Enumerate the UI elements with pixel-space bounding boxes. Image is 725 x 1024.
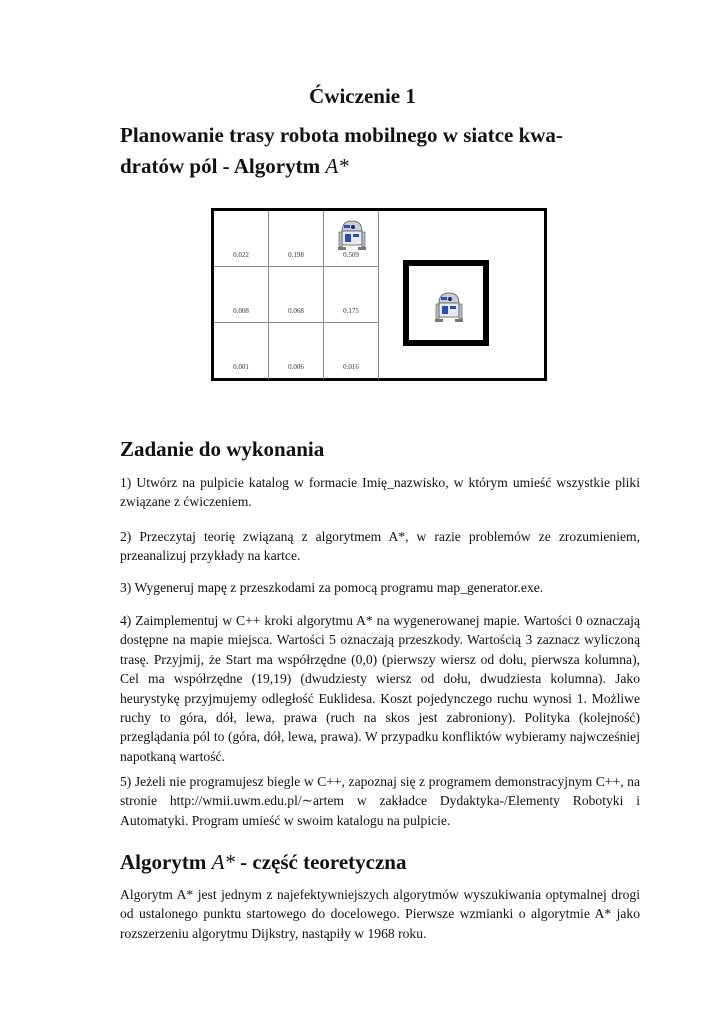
cell-value: 0.006 bbox=[288, 363, 304, 371]
cell-value: 0.016 bbox=[343, 363, 359, 371]
task-paragraph: 2) Przeczytaj teorię związaną z algorytmem A*, w razie problemów ze zrozumieniem, przeanalizuj przykłady na kartce. bbox=[120, 529, 640, 564]
grid-cell bbox=[214, 323, 269, 379]
task-paragraph: 5) Jeżeli nie programujesz biegle w C++, zapoznaj się z programem demonstracyjnym C++, na stronie http://wmii.uwm.edu.pl/∼artem w zakładce Dydaktyka-/Elementy Robotyki i Automatyki. Program umieść w swoim katalogu na pulpicie. bbox=[120, 774, 640, 828]
theory-title-part2: - część teoretyczna bbox=[234, 850, 407, 874]
section-title-intro bbox=[120, 120, 640, 182]
cell-value: 0.022 bbox=[233, 251, 249, 259]
robot-icon bbox=[338, 218, 366, 252]
astar-symbol: A* bbox=[211, 850, 235, 874]
grid-cell bbox=[269, 211, 324, 267]
grid-cell bbox=[214, 211, 269, 267]
chapter-title: Ćwiczenie 1 bbox=[309, 84, 416, 108]
astar-symbol: A* bbox=[325, 154, 349, 178]
grid-cell bbox=[324, 323, 379, 379]
section-title-task: Zadanie do wykonania bbox=[120, 437, 325, 461]
theory-paragraph: Algorytm A* jest jednym z najefektywniejszych algorytmów wyszukiwania optymalnej drogi od ustalonego punktu startowego do docelowego. Pierwsze wzmianki o algorytmie A* jako rozszerzeniu algorytmu Dijkstry, nastąpiły w 1968 roku. bbox=[120, 887, 640, 941]
cell-value: 0.198 bbox=[288, 251, 304, 259]
cell-value: 0.175 bbox=[343, 307, 359, 315]
grid-cell bbox=[269, 323, 324, 379]
cell-value: 0.001 bbox=[233, 363, 249, 371]
grid-cell bbox=[324, 267, 379, 323]
section-title-theory bbox=[120, 847, 640, 878]
grid-cell bbox=[214, 267, 269, 323]
grid-figure bbox=[211, 208, 547, 381]
robot-target-box bbox=[403, 260, 489, 346]
theory-title-part1: Algorytm bbox=[120, 850, 212, 874]
cell-value: 0.509 bbox=[343, 251, 359, 259]
section-title-intro-line2: dratów pól - Algorytm bbox=[120, 154, 326, 178]
grid-cell bbox=[269, 267, 324, 323]
task-paragraph: 3) Wygeneruj mapę z przeszkodami za pomocą programu map_generator.exe. bbox=[120, 580, 544, 595]
robot-icon bbox=[434, 290, 464, 324]
section-title-intro-line1: Planowanie trasy robota mobilnego w siatce kwa- bbox=[120, 123, 563, 147]
cell-value: 0.008 bbox=[233, 307, 249, 315]
cell-value: 0.068 bbox=[288, 307, 304, 315]
task-paragraph: 4) Zaimplementuj w C++ kroki algorytmu A* na wygenerowanej mapie. Wartości 0 oznaczają dostępne na mapie miejsca. Wartości 5 oznaczają przeszkody. Wartością 3 zaznacz wyliczoną trasę. Przyjmij, że Start ma współrzędne (0,0) (pierwszy wiersz od dołu, pierwsza kolumna), Cel ma współrzędne (19,19) (dwudziesty wiersz od dołu, dwudziesta kolumna). Jako heurystykę przyjmujemy odległość Euklidesa. Koszt pojedynczego ruchu wynosi 1. Możliwe ruchy to góra, dół, lewa, prawa (ruch na skos jest zabroniony). Polityka (kolejność) przeglądania pól to (góra, dół, lewa, prawa). W przypadku konfliktów wybieramy najwcześniej napotkaną wartość. bbox=[120, 613, 640, 764]
task-paragraph: 1) Utwórz na pulpicie katalog w formacie Imię_nazwisko, w którym umieść wszystkie pliki związane z ćwiczeniem. bbox=[120, 475, 640, 510]
